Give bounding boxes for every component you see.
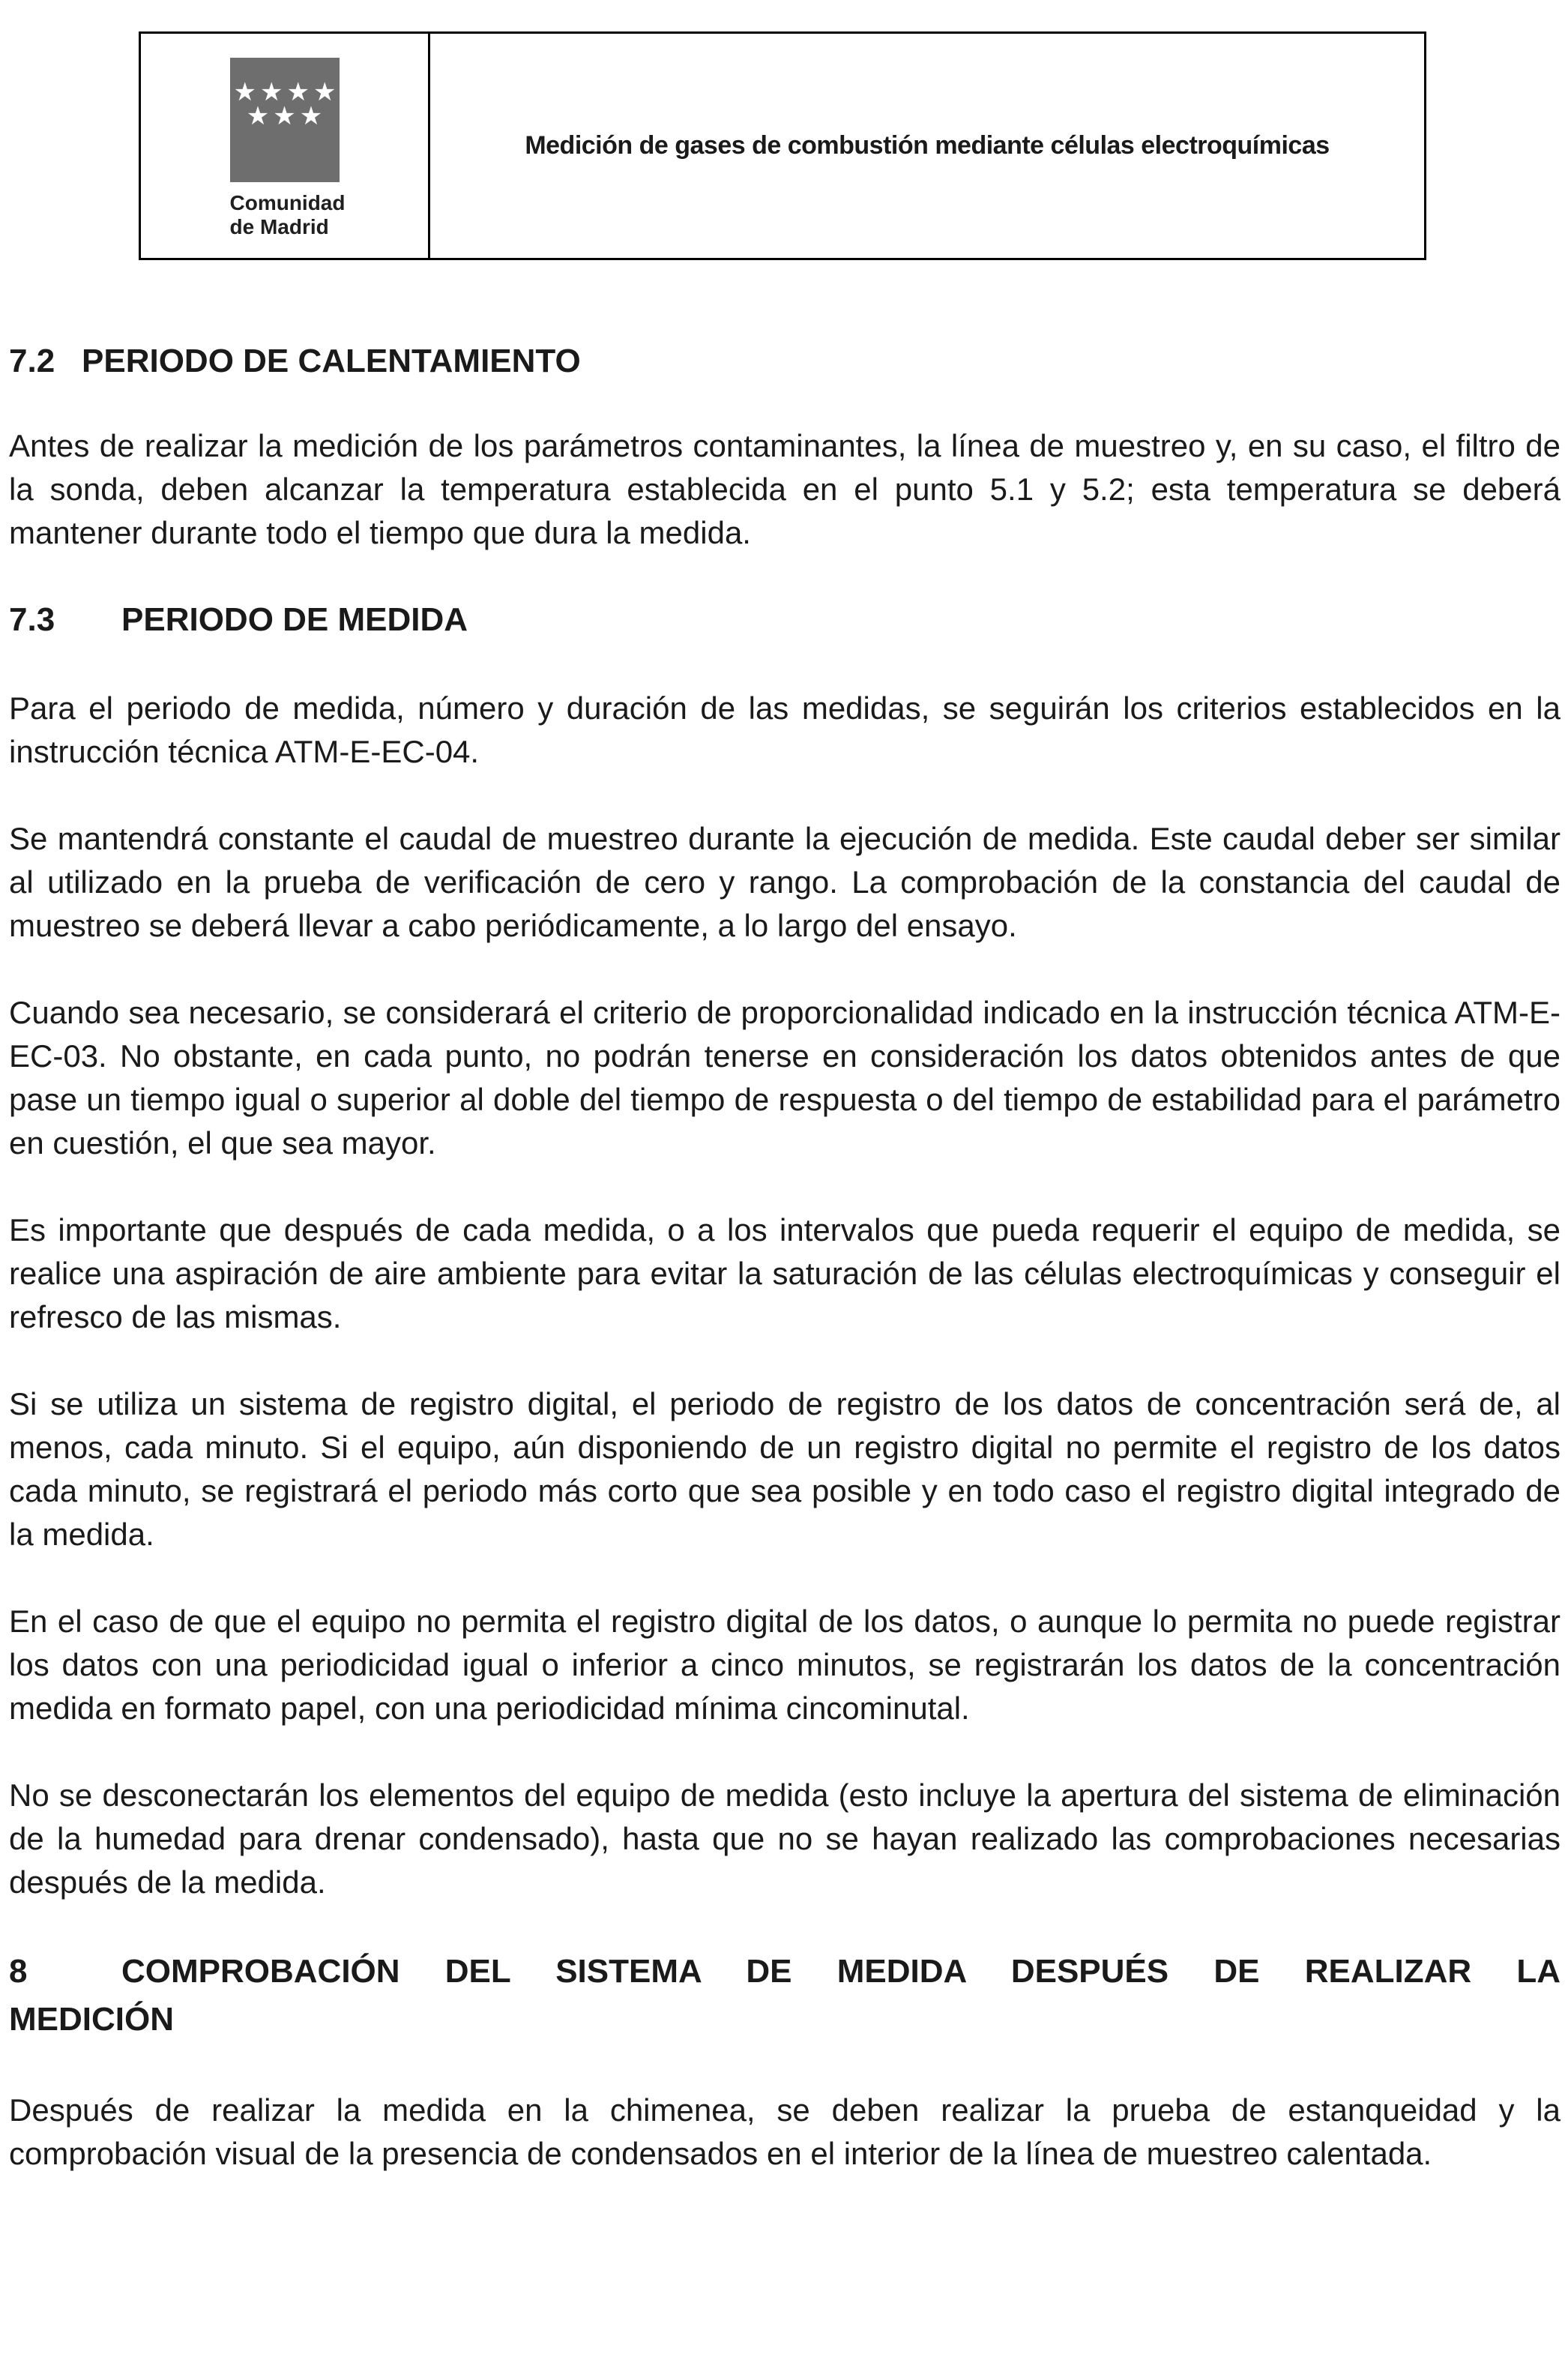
paragraph: Antes de realizar la medición de los parámetros contaminantes, la línea de muestreo y, en su caso, el filtro de la sonda, deben alcanzar la temperatura establecida en el punto 5.1 y 5.2; esta temperatura se deberá mantener durante todo el tiempo que dura la medida. [9, 428, 1561, 550]
section-7-3 [9, 598, 1561, 1904]
section-heading-line2: MEDICIÓN [9, 2001, 174, 2038]
paragraph: Cuando sea necesario, se considerará el criterio de proporcionalidad indicado en la instrucción técnica ATM-E-EC-03. No obstante, en cada punto, no podrán tenerse en consideración los datos obtenidos antes de que pase un tiempo igual o superior al doble del tiempo de respuesta o del tiempo de estabilidad para el parámetro en cuestión, el que sea mayor. [9, 995, 1561, 1161]
header-box [139, 31, 1426, 260]
paragraph: Se mantendrá constante el caudal de muestreo durante la ejecución de medida. Este caudal deber ser similar al utilizado en la prueba de verificación de cero y rango. La comprobación de la constancia del caudal de muestreo se deberá llevar a cabo periódicamente, a lo largo del ensayo. [9, 821, 1561, 943]
section-number: 8 [9, 1953, 28, 1990]
section-heading-7-3 [9, 598, 1561, 642]
section-number: 7.3 [9, 601, 55, 638]
paragraph: Si se utiliza un sistema de registro digital, el periodo de registro de los datos de concentración será de, al menos, cada minuto. Si el equipo, aún disponiendo de un registro digital no permite el registro de los datos cada minuto, se registrará el periodo más corto que sea posible y en todo caso el registro digital integrado de la medida. [9, 1386, 1561, 1552]
paragraph: Es importante que después de cada medida, o a los intervalos que pueda requerir el equipo de medida, se realice una aspiración de aire ambiente para evitar la saturación de las células electroquímicas y conseguir el refresco de las mismas. [9, 1212, 1561, 1334]
star-icons-row-top: ★★★★ [233, 78, 340, 106]
paragraph: No se desconectarán los elementos del equipo de medida (esto incluye la apertura del sistema de eliminación de la humedad para drenar condensado), hasta que no se hayan realizado las comprobaciones necesarias después de la medida. [9, 1778, 1561, 1900]
section-heading-text: PERIODO DE MEDIDA [121, 601, 468, 638]
section-heading-line1 [9, 1948, 1561, 1996]
star-icons-row-bottom: ★★★ [246, 102, 327, 130]
section-number: 7.2 [9, 343, 55, 379]
section-7-2 [9, 340, 1561, 555]
header-logo-cell [141, 34, 430, 258]
document-body [9, 340, 1561, 2176]
section-heading-text: PERIODO DE CALENTAMIENTO [82, 343, 581, 379]
madrid-flag-icon [230, 58, 340, 182]
logo-name-line1: Comunidad [229, 191, 346, 214]
paragraph: Para el periodo de medida, número y duración de las medidas, se seguirán los criterios establecidos en la instrucción técnica ATM-E-EC-04. [9, 690, 1561, 769]
section-heading-text: COMPROBACIÓN DEL SISTEMA DE MEDIDA DESPUÉS DE REALIZAR LA [121, 1953, 1561, 1990]
section-8 [9, 1948, 1561, 2176]
paragraph: En el caso de que el equipo no permita el registro digital de los datos, o aunque lo permita no puede registrar los datos con una periodicidad igual o inferior a cinco minutos, se registrarán los datos de la concentración medida en formato papel, con una periodicidad mínima cincominutal. [9, 1604, 1561, 1726]
section-heading-8 [9, 1948, 1561, 2044]
logo-name-line2: de Madrid [229, 215, 329, 238]
paragraph: Después de realizar la medida en la chimenea, se deben realizar la prueba de estanqueidad y la comprobación visual de la presencia de condensados en el interior de la línea de muestreo calentada. [9, 2092, 1561, 2171]
document-title: Medición de gases de combustión mediante células electroquímicas [525, 131, 1330, 160]
comunidad-de-madrid-logo [229, 34, 346, 239]
section-heading-7-2 [9, 340, 1561, 383]
header-title-cell [430, 34, 1424, 258]
